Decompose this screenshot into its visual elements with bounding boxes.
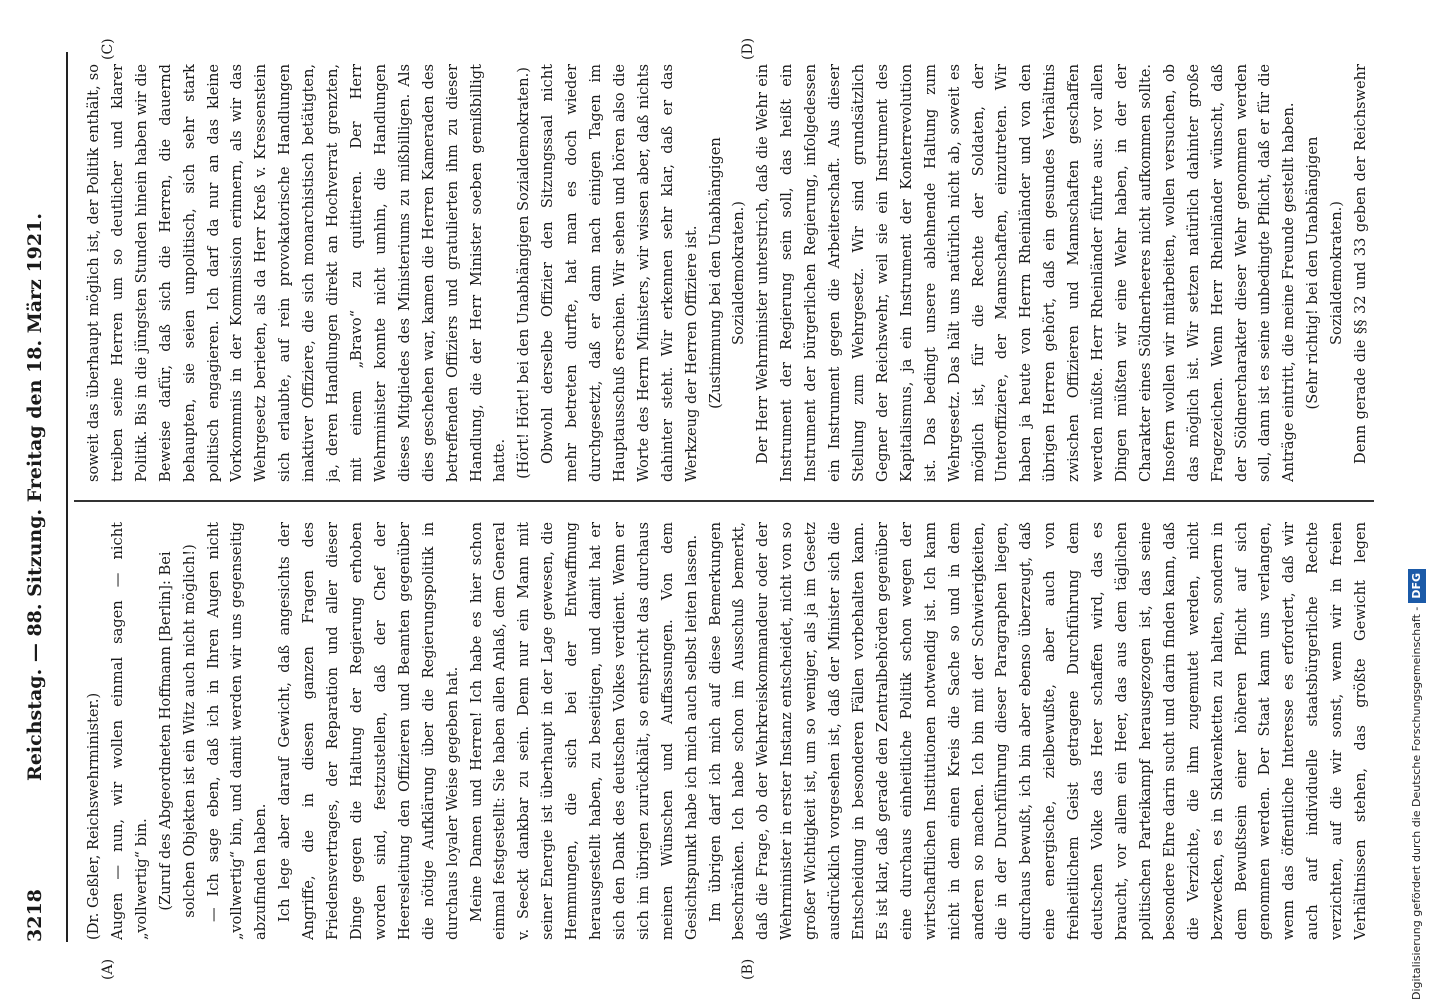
paragraph: (Dr. Geßler, Reichswehrminister.) bbox=[85, 692, 102, 940]
paragraph: Obwohl derselbe Offizier den Sitzungssaal nicht mehr betreten durfte, hat man es doch wieder durchgesetzt, daß er dann nach einigen Tagen im Hauptausschuß erschien. Wir sehen und hören also die Worte des Herrn Ministers, wir wissen aber, daß nichts dahinter steht. Wir erkennen sehr klar, daß er das Werkzeug der Herren Offiziere ist. bbox=[539, 64, 700, 482]
paragraph: soweit das überhaupt möglich ist, der Politik enthält, so treiben seine Herren um so deutlicher und klarer Politik. Bis in die jüngsten Stunden hinein haben wir die Beweise dafür, daß sich die Herren, die dauernd behaupten, sie seien unpolitisch, sich sehr stark politisch engagieren. Ich darf da nur an das kleine Vorkommnis in der Kommission erinnern, als wir das Wehrgesetz berieten, als da Herr Kreß v. Kressenstein sich erlaubte, auf rein provokatorische Handlungen inaktiver Offiziere, die sich monarchistisch betätigten, ja, deren Handlungen direkt an Hochverrat grenzten, mit einem „Bravo“ zu quittieren. Der Herr Wehrminister konnte nicht umhin, die Handlungen dieses Mitgliedes des Ministeriums zu mißbilligen. Als dies geschehen war, kamen die Herren Kameraden des betreffenden Offiziers und gratulierten ihm zu dieser Handlung, die der Herr Minister soeben gemißbilligt hatte. bbox=[85, 64, 509, 482]
digitization-note: Digitalisierung gefördert durch die Deutsche Forschungsgemeinschaft - bbox=[1410, 606, 1423, 1000]
left-text-column bbox=[82, 522, 1372, 940]
margin-marker-d: (D) bbox=[740, 37, 756, 60]
paragraph: Ich lege aber darauf Gewicht, daß angesichts der Angriffe, die in diesen ganzen Fragen des Friedensvertrages, der Reparation und aller dieser Dinge gegen die Haltung der Regierung erhoben worden sind, festzustellen, daß der Chef der Heeresleitung den Offizieren und Beamten gegenüber die nötige Aufklärung über die Regierungspolitik in durchaus loyaler Weise gegeben hat. bbox=[276, 522, 461, 940]
paragraph: Augen — nun, wir wollen einmal sagen — nicht „vollwertig“ bin. bbox=[108, 522, 150, 940]
paragraph: (Sehr richtig! bei den Unabhängigen Sozialdemokraten.) bbox=[1304, 136, 1346, 410]
margin-marker-b: (B) bbox=[740, 958, 756, 980]
paragraph: Der Herr Wehrminister unterstrich, daß die Wehr ein Instrument der Regierung sein soll, das heißt ein Instrument der bürgerlichen Regierung, infolgedessen ein Instrument gegen die Arbeiterschaft. Aus dieser Stellung zum Wehrgesetz. Wir sind grundsätzlich Gegner der Reichswehr, weil sie ein Instrument des Kapitalismus, ja ein Instrument der Konterrevolution ist. Das bedingt unsere ablehnende Haltung zum Wehrgesetz. Das hält uns natürlich nicht ab, soweit es möglich ist, für die Rechte der Soldaten, der Unteroffiziere, der Mannschaften, einzutreten. Wir haben ja heute von Herrn Rheinländer und von den übrigen Herren gehört, daß ein gesundes Verhältnis zwischen Offizieren und Mannschaften geschaffen werden müßte. Herr Rheinländer führte aus: vor allen Dingen müßten wir eine Wehr haben, in der der Charakter eines Söldnerheeres nicht aufkommen sollte. Insofern wollen wir mitarbeiten, wollen versuchen, ob das möglich ist. Wir setzen natürlich dahinter große Fragezeichen. Wenn Herr Rheinländer wünscht, daß der Söldnercharakter dieser Wehr genommen werden soll, dann ist es seine unbedingte Pflicht, daß er für die Anträge eintritt, die meine Freunde gestellt haben. bbox=[754, 64, 1298, 482]
margin-marker-a: (A) bbox=[100, 958, 116, 980]
margin-marker-c: (C) bbox=[100, 38, 116, 60]
paragraph: — Ich sage eben, daß ich in Ihren Augen nicht „vollwertig“ bin, und damit werden wir uns gegenseitig abzufinden haben. bbox=[204, 522, 270, 940]
paragraph: (Zuruf des Abgeordneten Hoffmann [Berlin]: Bei solchen Objekten ist ein Witz auch nicht möglich!) bbox=[156, 544, 198, 918]
paragraph: (Hört! Hört! bei den Unabhängigen Sozialdemokraten.) bbox=[515, 67, 533, 479]
paragraph: Im übrigen darf ich mich auf diese Bemerkungen beschränken. Ich habe schon im Ausschuß bemerkt, daß die Frage, ob der Wehrkreiskommandeur oder der Wehrminister in erster Instanz entscheidet, nicht von so großer Wichtigkeit ist, um so weniger, als ja im Gesetz ausdrücklich vorgesehen ist, daß der Minister sich die Entscheidung in besonderen Fällen vorbehalten kann. Es ist klar, daß gerade den Zentralbehörden gegenüber eine durchaus einheitliche Politik schon wegen der wirtschaftlichen Institutionen notwendig ist. Ich kann nicht in dem einen Kreis die Sache so und in dem anderen so machen. Ich bin mit der Schwierigkeiten, die in der Durchführung dieser Paragraphen liegen, durchaus bewußt, ich bin aber ebenso überzeugt, daß eine energische, zielbewußte, aber auch von freiheitlichem Geist getragene Durchführung dem deutschen Volke das Heer schaffen wird, das es braucht, vor allem ein Heer, das aus dem täglichen politischen Parteikampf herausgezogen ist, das seine besondere Ehre darin sucht und darin finden kann, daß die Verzichte, die ihm zugemutet werden, nicht bezwecken, es in Sklavenketten zu halten, sondern in dem Bewußtsein einer höheren Pflicht auf sich genommen werden. Der Staat kann uns verlangen, wenn das öffentliche Interesse es erfordert, daß wir auch auf individuelle staatsbürgerliche Rechte verzichten, auf die wir sonst, wenn wir in freien Verhältnissen stehen, das größte Gewicht legen bbox=[706, 522, 1370, 940]
dfg-logo: DFG bbox=[1408, 569, 1426, 603]
running-head: Reichstag. — 88. Sitzung. Freitag den 18. März 1921. bbox=[24, 213, 46, 781]
paragraph: Meine Damen und Herren! Ich habe es hier schon einmal festgestellt: Sie haben allen Anlaß, dem General v. Seeckt dankbar zu sein. Denn nur ein Mann mit seiner Energie ist überhaupt in der Lage gewesen, die Hemmungen, die sich bei der Entwaffnung herausgestellt haben, zu beseitigen, und damit hat er sich den Dank des deutschen Volkes verdient. Wenn er sich im übrigen zurückhält, so entspricht das durchaus meinen Wünschen und Auffassungen. Von dem Gesichtspunkt habe ich mich auch selbst leiten lassen. bbox=[467, 522, 700, 940]
paragraph: Denn gerade die §§ 32 und 33 geben der Reichswehr bbox=[1352, 64, 1370, 464]
column-divider bbox=[74, 501, 1374, 503]
right-text-column bbox=[82, 64, 1372, 482]
page-header bbox=[8, 52, 68, 942]
paragraph: (Zustimmung bei den Unabhängigen Sozialdemokraten.) bbox=[706, 137, 748, 409]
page-number: 3218 bbox=[24, 889, 46, 942]
digitization-sidebar bbox=[1408, 400, 1426, 1000]
